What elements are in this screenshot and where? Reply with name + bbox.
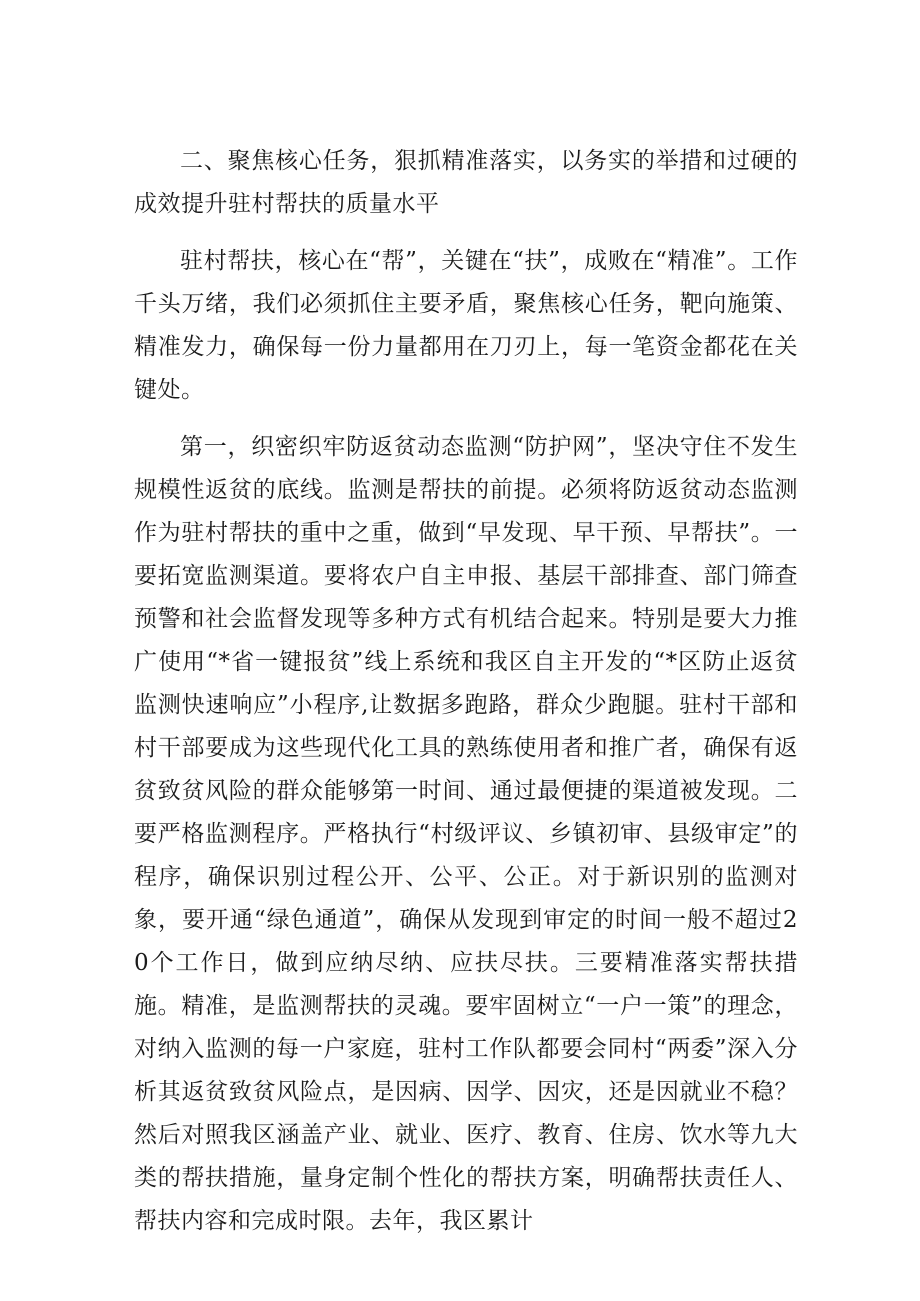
paragraph-first-point: 第一，织密织牢防返贫动态监测“防护网”，坚决守住不发生规模性返贫的底线。监测是帮扶的前提。必须将防返贫动态监测作为驻村帮扶的重中之重，做到“早发现、早干预、早帮扶”。一要拓宽监测渠道。要将农户自主申报、基层干部排查、部门筛查预警和社会监督发现等多种方式有机结合起来。特别是要大力推广使用“*省一键报贫”线上系统和我区自主开发的“*区防止返贫监测快速响应”小程序,让数据多跑路，群众少跑腿。驻村干部和村干部要成为这些现代化工具的熟练使用者和推广者，确保有返贫致贫风险的群众能够第一时间、通过最便捷的渠道被发现。二要严格监测程序。严格执行“村级评议、乡镇初审、县级审定”的程序，确保识别过程公开、公平、公正。对于新识别的监测对象，要开通“绿色通道”，确保从发现到审定的时间一般不超过20个工作日，做到应纳尽纳、应扶尽扶。三要精准落实帮扶措施。精准，是监测帮扶的灵魂。要牢固树立“一户一策”的理念，对纳入监测的每一户家庭，驻村工作队都要会同村“两委”深入分析其返贫致贫风险点，是因病、因学、因灾，还是因就业不稳？然后对照我区涵盖产业、就业、医疗、教育、住房、饮水等九大类的帮扶措施，量身定制个性化的帮扶方案，明确帮扶责任人、帮扶内容和完成时限。去年，我区累计 xyxy=(134,434,798,1234)
section-heading: 二、聚焦核心任务，狠抓精准落实，以务实的举措和过硬的成效提升驻村帮扶的质量水平 xyxy=(134,148,798,217)
document-body xyxy=(134,140,798,1257)
paragraph-intro: 驻村帮扶，核心在“帮”，关键在“扶”，成败在“精准”。工作千头万绪，我们必须抓住主要矛盾，聚焦核心任务，靶向施策、精准发力，确保每一份力量都用在刀刃上，每一笔资金都花在关键处。 xyxy=(134,248,798,403)
